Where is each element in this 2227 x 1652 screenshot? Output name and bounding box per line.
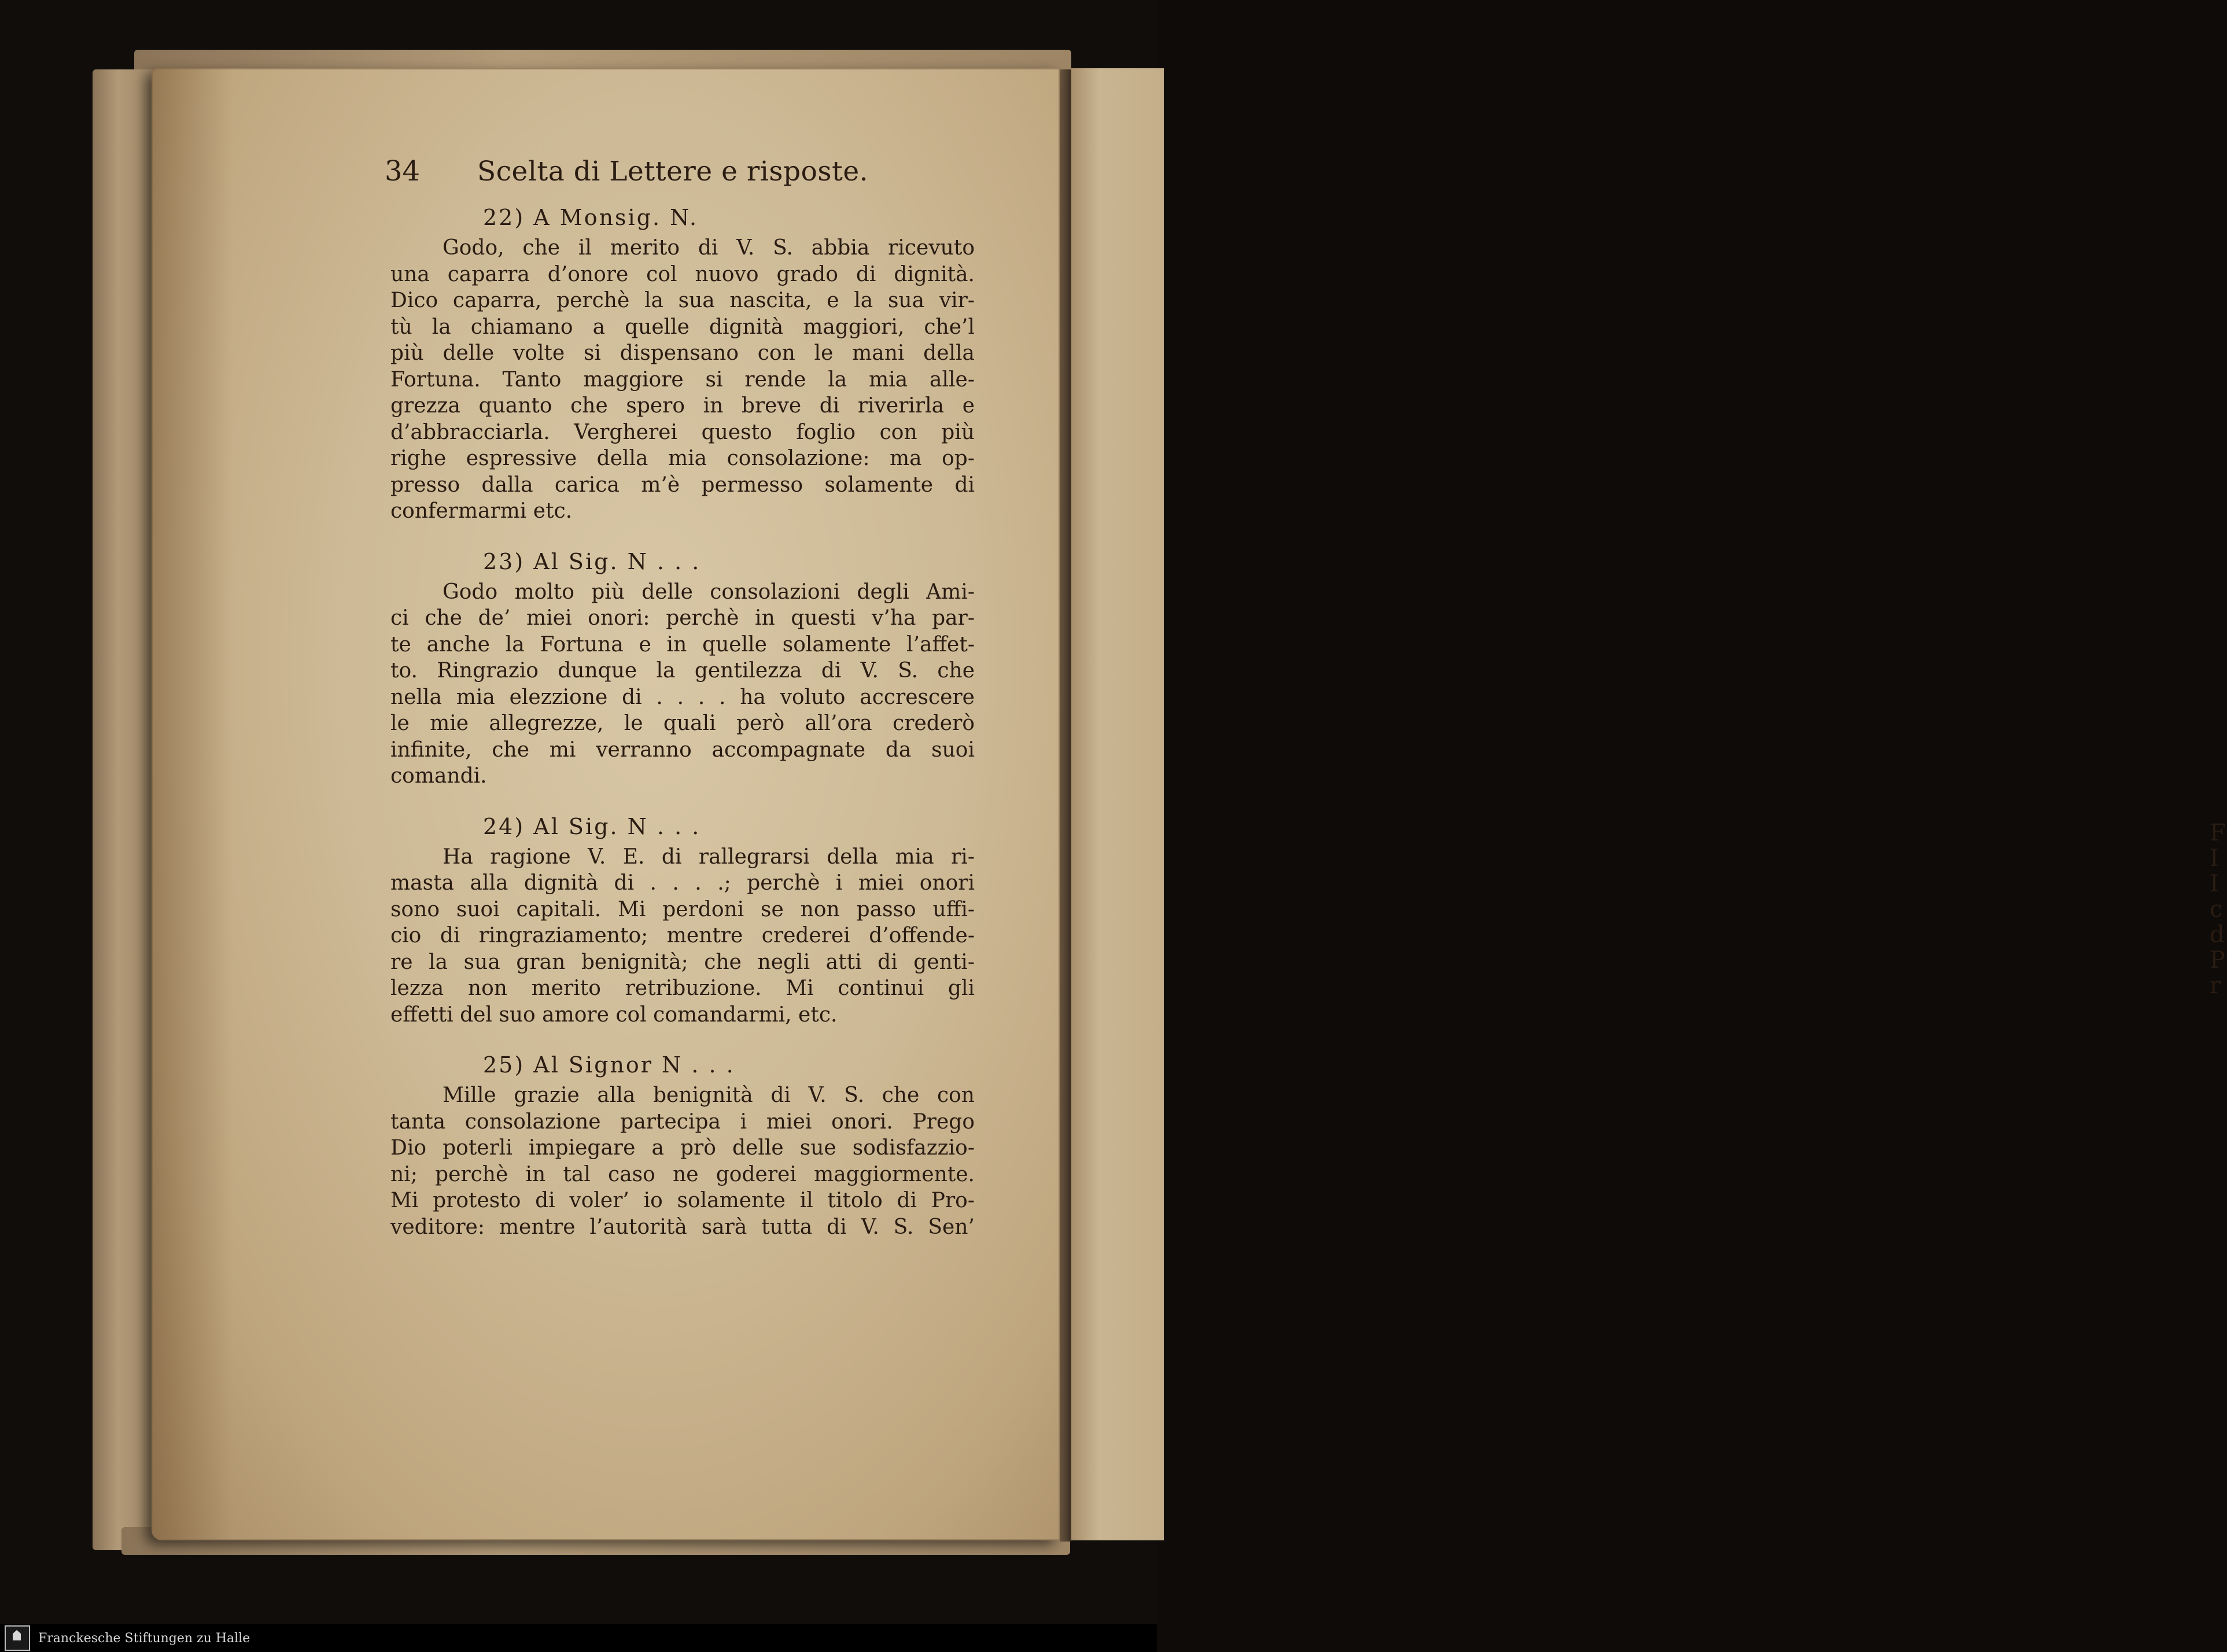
footer-bar <box>0 1624 1157 1652</box>
section-gap <box>390 1028 975 1048</box>
text-line: d’abbracciarla. Vergherei questo foglio con più <box>390 420 975 444</box>
text-line: lezza non merito retribuzione. Mi continui gli <box>390 976 975 1000</box>
text-line: re la sua gran benignità; che negli atti di genti- <box>390 950 975 974</box>
section-gap <box>390 790 975 809</box>
text-line: Mi protesto di voler’ io solamente il titolo di Pro- <box>390 1189 975 1212</box>
text-line: effetti del suo amore col comandarmi, etc. <box>390 1002 838 1027</box>
section-gap <box>390 525 975 544</box>
text-line: Dico caparra, perchè la sua nascita, e la sua vir- <box>390 289 975 312</box>
text-line: ni; perchè in tal caso ne goderei maggiormente. <box>390 1162 975 1186</box>
text-line: confermarmi etc. <box>390 499 573 523</box>
facing-page-letter: F <box>2210 820 2226 846</box>
running-head-title: Scelta di Lettere e risposte. <box>477 156 869 187</box>
letter-section <box>390 200 975 525</box>
letter-heading: 23) Al Sig. N . . . <box>483 548 701 574</box>
text-line: Godo, che il merito di V. S. abbia ricevuto <box>443 236 975 260</box>
letters-list <box>390 200 975 1240</box>
text-line: to. Ringrazio dunque la gentilezza di V. S. che <box>390 659 975 683</box>
letter-section <box>390 544 975 790</box>
text-line: Ha ragione V. E. di rallegrarsi della mia ri- <box>443 845 975 869</box>
text-line: Mille grazie alla benignità di V. S. che con <box>443 1083 975 1107</box>
facing-page-letter: d <box>2210 921 2225 948</box>
text-line: infinite, che mi verranno accompagnate da suoi <box>390 738 975 762</box>
footer-institution: Franckesche Stiftungen zu Halle <box>38 1631 250 1646</box>
letter-section <box>390 1048 975 1240</box>
text-line: le mie allegrezze, le quali però all’ora crederò <box>390 711 975 735</box>
facing-page-letter: c <box>2210 896 2223 923</box>
text-line: più delle volte si dispensano con le mani della <box>390 341 975 365</box>
facing-page-letter: I <box>2210 845 2219 872</box>
text-line: veditore: mentre l’autorità sarà tutta di V. S. Sen’ <box>390 1215 975 1239</box>
text-line: grezza quanto che spero in breve di riverirla e <box>390 394 975 418</box>
text-line: Dio poterli impiegare a prò delle sue sodisfazzio- <box>390 1136 975 1160</box>
running-head <box>385 155 975 200</box>
text-line: nella mia elezzione di . . . . ha voluto accrescere <box>390 685 975 709</box>
text-line: cio di ringraziamento; mentre crederei d’offende- <box>390 924 975 947</box>
letter-heading: 25) Al Signor N . . . <box>483 1052 735 1078</box>
letter-heading: 24) Al Sig. N . . . <box>483 813 701 839</box>
text-line: tù la chiamano a quelle dignità maggiori, che’l <box>390 315 975 339</box>
text-line: Fortuna. Tanto maggiore si rende la mia alle- <box>390 367 975 392</box>
page-number: 34 <box>385 155 421 187</box>
text-line: righe espressive della mia consolazione: ma op- <box>390 447 975 470</box>
text-line: te anche la Fortuna e in quelle solamente l’affet- <box>390 632 975 657</box>
franckesche-stiftungen-logo-icon <box>5 1625 30 1651</box>
text-line: una caparra d’onore col nuovo grado di dignità. <box>390 262 975 286</box>
book-gutter <box>1060 69 1071 1542</box>
facing-page-letter: r <box>2210 972 2221 999</box>
facing-page-letter: I <box>2210 871 2219 897</box>
text-line: comandi. <box>390 764 487 788</box>
page-edge-left <box>93 69 156 1550</box>
facing-page-fragments <box>2210 820 2227 998</box>
text-line: ci che de’ miei onori: perchè in questi v’ha par- <box>390 606 975 630</box>
text-line: tanta consolazione partecipa i miei onori. Prego <box>390 1109 975 1134</box>
text-line: Godo molto più delle consolazioni degli Ami- <box>443 580 975 604</box>
text-line: sono suoi capitali. Mi perdoni se non passo uffi- <box>390 897 975 921</box>
facing-page <box>1071 68 2226 1540</box>
page-text <box>385 155 975 1240</box>
letter-section <box>390 809 975 1028</box>
text-line: presso dalla carica m’è permesso solamente di <box>390 473 975 497</box>
text-line: masta alla dignità di . . . .; perchè i miei onori <box>390 871 975 895</box>
letter-heading: 22) A Monsig. N. <box>483 205 699 230</box>
facing-page-letter: P <box>2210 947 2225 974</box>
